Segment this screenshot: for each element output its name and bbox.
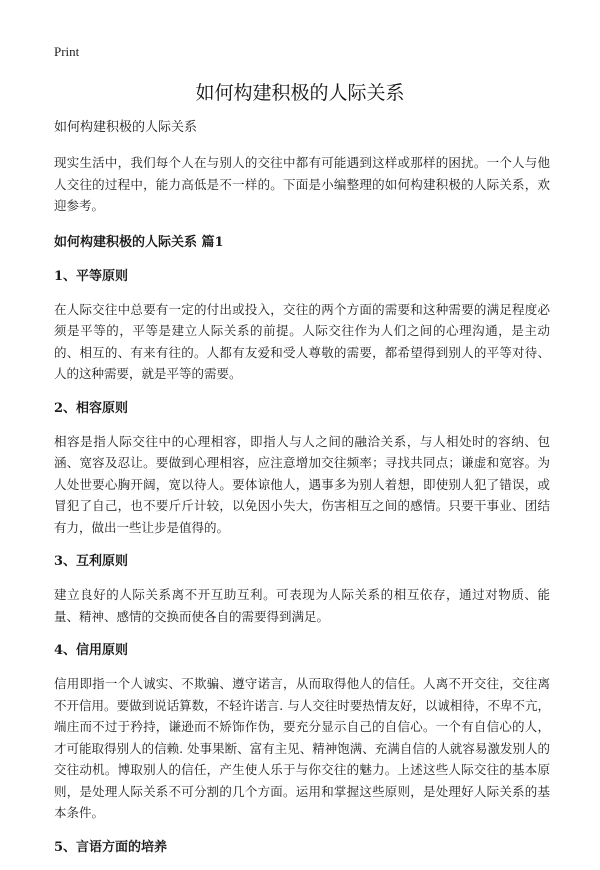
section-text-mutual-benefit: 建立良好的人际关系离不开互助互利。可表现为人际关系的相互依存，通过对物质、能量、精神、感情的交换而使各自的需要得到满足。 bbox=[54, 587, 550, 624]
section-heading-mutual-benefit: 3、互利原则 bbox=[54, 554, 129, 569]
section-text-equality: 在人际交往中总要有一定的付出或投入，交往的两个方面的需要和这种需要的满足程度必须是平等的，平等是建立人际关系的前提。人际交往作为人们之间的心理沟通，是主动的、相互的、有来有往的。人都有友爱和受人尊敬的需要，都希望得到别人的平等对待、人的这种需要，就是平等的需要。 bbox=[54, 301, 550, 381]
section-heading-equality: 1、平等原则 bbox=[54, 268, 129, 284]
section-heading-speech: 5、言语方面的培养 bbox=[54, 839, 168, 855]
section-text-credit: 信用即指一个人诚实、不欺骗、遵守诺言，从而取得他人的信任。人离不开交往，交往离不开信用。要做到说话算数，不轻许诺言. 与人交往时要热情友好，以诚相待，不卑不亢，端庄而不过于矜持，谦逊而不矫饰作伪，要充分显示自己的自信心。一个有自信心的人，才可能取得别人的信赖. 处事果断、富有主见、精神饱满、充满自信的人就容易激发别人的交往动机。博取别人的信任，产生使人乐于与你交往的魅力。上述这些人际交往的基本原则，是处理人际关系不可分割的几个方面。运用和掌握这些原则，是处理好人际关系的基本条件。 bbox=[54, 676, 550, 820]
section-text-tolerance: 相容是指人际交往中的心理相容，即指人与人之间的融洽关系，与人相处时的容纳、包涵、宽容及忍让。要做到心理相容，应注意增加交往频率；寻找共同点；谦虚和宽容。为人处世要心胸开阔，宽以待人。要体谅他人，遇事多为别人着想，即使别人犯了错误，或冒犯了自己，也不要斤斤计较，以免因小失大，伤害相互之间的感情。只要干事业、团结有力，做出一些让步是值得的。 bbox=[54, 433, 550, 535]
section-heading-credit: 4、信用原则 bbox=[54, 643, 129, 658]
section-heading-tolerance: 2、相容原则 bbox=[54, 400, 129, 416]
article-subtitle: 如何构建积极的人际关系 bbox=[54, 120, 198, 135]
article-heading: 如何构建积极的人际关系 篇1 bbox=[54, 234, 224, 250]
article-body bbox=[54, 118, 550, 870]
print-link[interactable]: Print bbox=[54, 44, 80, 59]
page-title: 如何构建积极的人际关系 bbox=[195, 82, 405, 104]
intro-paragraph: 现实生活中，我们每个人在与别人的交往中都有可能遇到这样或那样的困扰。一个人与他人交往的过程中，能力高低是不一样的。下面是小编整理的如何构建积极的人际关系，欢迎参考。 bbox=[54, 155, 550, 213]
